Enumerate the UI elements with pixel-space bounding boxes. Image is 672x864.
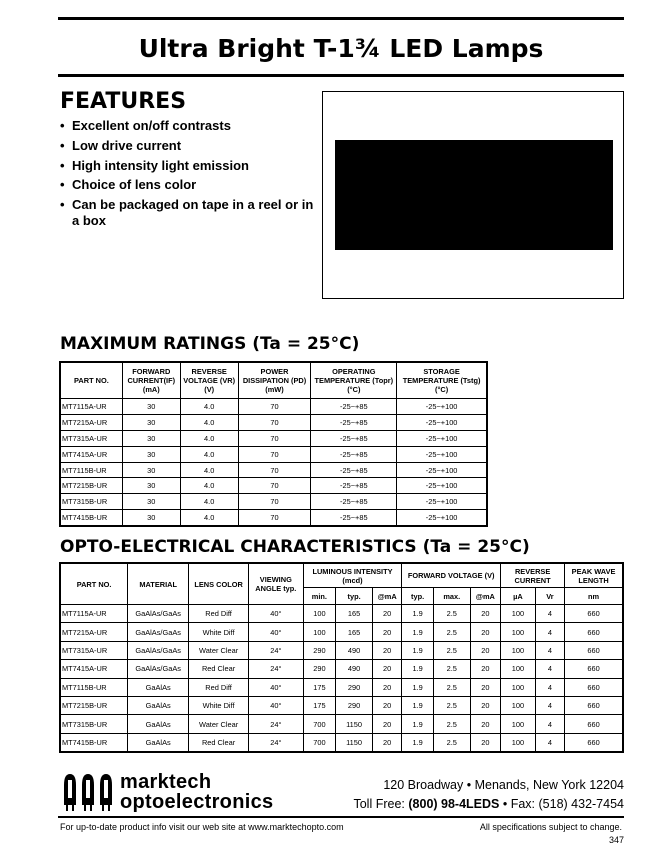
table-cell: -25~+85 [311,510,397,526]
table-cell: 4 [535,715,564,733]
table-cell: 660 [565,696,623,714]
table-row [61,605,623,623]
table-cell: 1.9 [402,733,434,751]
table-cell: 290 [303,660,336,678]
table-cell: -25~+100 [397,414,487,430]
table-cell: 660 [565,660,623,678]
header-viewing-angle: VIEWING ANGLE typ. [249,564,304,605]
toll-free-label: Toll Free: [353,797,405,811]
table-cell: 20 [470,641,500,659]
table-cell: 700 [303,715,336,733]
table-cell: 4 [535,733,564,751]
opto-subheader-cell: nm [565,588,623,605]
toll-free-number: (800) 98-4LEDS [408,797,500,811]
table-cell: 660 [565,623,623,641]
table-row [61,678,623,696]
table-cell: MT7115B-UR [61,678,128,696]
ratings-header-cell: FORWARD CURRENT(IF) (mA) [122,363,180,399]
table-cell: -25~+85 [311,414,397,430]
table-cell: 20 [470,715,500,733]
table-cell: 100 [501,641,536,659]
table-cell: -25~+85 [311,446,397,462]
table-cell: 20 [372,605,401,623]
header-reverse-current: REVERSE CURRENT [501,564,565,588]
header-peak-wavelength: PEAK WAVE LENGTH [565,564,623,588]
header-forward-voltage: FORWARD VOLTAGE (V) [402,564,501,588]
table-cell: GaAlAs [128,678,189,696]
table-cell: GaAlAs [128,733,189,751]
table-row [61,510,487,526]
table-cell: -25~+100 [397,430,487,446]
table-cell: 4 [535,641,564,659]
ratings-header-cell: REVERSE VOLTAGE (VR) (V) [180,363,238,399]
table-cell: 4.0 [180,446,238,462]
table-cell: MT7215A-UR [61,623,128,641]
table-cell: 165 [336,623,373,641]
company-name-line1: marktech [120,771,212,793]
table-cell: GaAlAs/GaAs [128,605,189,623]
table-cell: 40° [249,623,304,641]
table-cell: 20 [372,696,401,714]
table-cell: 40° [249,678,304,696]
table-cell: 1.9 [402,641,434,659]
table-cell: 2.5 [433,660,470,678]
table-cell: 100 [501,696,536,714]
opto-subheader-cell: Vr [535,588,564,605]
table-cell: 70 [238,430,311,446]
page-number: 347 [608,835,624,845]
footer-website-note: For up-to-date product info visit our web site at www.marktechopto.com [60,822,344,832]
marktech-logo [62,771,116,811]
table-row [61,414,487,430]
table-cell: 2.5 [433,733,470,751]
table-cell: 20 [470,660,500,678]
table-cell: 70 [238,414,311,430]
table-cell: 70 [238,399,311,415]
table-cell: 30 [122,510,180,526]
table-cell: MT7215B-UR [61,696,128,714]
table-cell: 20 [372,623,401,641]
table-cell: 100 [501,660,536,678]
table-cell: 4.0 [180,414,238,430]
table-cell: MT7415B-UR [61,510,123,526]
feature-item: • Excellent on/off contrasts [60,118,315,134]
table-cell: MT7215A-UR [61,414,123,430]
table-cell: 290 [303,641,336,659]
table-cell: 70 [238,494,311,510]
table-row [61,462,487,478]
header-luminous-intensity: LUMINOUS INTENSITY (mcd) [303,564,402,588]
table-row [61,733,623,751]
feature-item: • Low drive current [60,138,315,154]
feature-item: • High intensity light emission [60,158,315,174]
table-row [61,446,487,462]
table-cell: GaAlAs [128,696,189,714]
title-rule [58,74,624,77]
table-cell: MT7315B-UR [61,715,128,733]
table-cell: 100 [501,605,536,623]
table-cell: -25~+100 [397,462,487,478]
table-cell: 70 [238,478,311,494]
table-cell: 2.5 [433,623,470,641]
opto-subheader-cell: max. [433,588,470,605]
table-row [61,623,623,641]
table-cell: 30 [122,478,180,494]
table-cell: 20 [372,715,401,733]
features-list [60,118,315,233]
table-cell: -25~+85 [311,478,397,494]
table-cell: 1.9 [402,715,434,733]
table-cell: 4.0 [180,462,238,478]
table-cell: 20 [372,641,401,659]
opto-subheader-cell: µA [501,588,536,605]
table-cell: 100 [303,623,336,641]
table-cell: Red Clear [189,733,249,751]
table-cell: -25~+100 [397,478,487,494]
top-rule [58,17,624,20]
feature-item: • Choice of lens color [60,177,315,193]
table-cell: 1.9 [402,678,434,696]
table-cell: 660 [565,641,623,659]
table-cell: 70 [238,462,311,478]
table-cell: -25~+85 [311,462,397,478]
table-cell: 4.0 [180,478,238,494]
max-ratings-table [60,362,487,526]
table-row [61,660,623,678]
table-cell: 1150 [336,733,373,751]
table-cell: 2.5 [433,715,470,733]
table-cell: 660 [565,605,623,623]
table-cell: 175 [303,678,336,696]
opto-subheader-cell: @mA [372,588,401,605]
product-photo-area [335,140,613,250]
table-cell: MT7115B-UR [61,462,123,478]
table-cell: -25~+100 [397,494,487,510]
table-cell: -25~+85 [311,430,397,446]
table-row [61,715,623,733]
header-lens-color: LENS COLOR [189,564,249,605]
table-cell: Red Diff [189,678,249,696]
table-cell: Red Clear [189,660,249,678]
ratings-header-cell: OPERATING TEMPERATURE (Topr) (°C) [311,363,397,399]
ratings-header-cell: STORAGE TEMPERATURE (Tstg) (°C) [397,363,487,399]
table-cell: 4 [535,623,564,641]
table-cell: -25~+85 [311,494,397,510]
table-cell: 4.0 [180,510,238,526]
table-cell: 100 [501,623,536,641]
table-cell: Water Clear [189,715,249,733]
table-cell: 20 [470,623,500,641]
table-cell: 4 [535,660,564,678]
ratings-header-cell: PART NO. [61,363,123,399]
table-cell: 660 [565,715,623,733]
table-cell: MT7215B-UR [61,478,123,494]
table-cell: 2.5 [433,605,470,623]
features-heading: FEATURES [60,89,187,114]
table-cell: 1150 [336,715,373,733]
table-cell: 165 [336,605,373,623]
page-title: Ultra Bright T-1¾ LED Lamps [138,34,544,63]
table-cell: 4.0 [180,494,238,510]
table-cell: 2.5 [433,641,470,659]
table-row [61,696,623,714]
fax-number: • Fax: (518) 432-7454 [502,797,624,811]
table-cell: 1.9 [402,696,434,714]
table-cell: 24° [249,641,304,659]
table-cell: 100 [501,715,536,733]
table-cell: 2.5 [433,678,470,696]
opto-subheader-cell: typ. [336,588,373,605]
table-cell: 70 [238,446,311,462]
table-cell: MT7315A-UR [61,641,128,659]
table-cell: 175 [303,696,336,714]
footer-disclaimer: All specifications subject to change. [479,822,622,832]
table-cell: -25~+100 [397,510,487,526]
table-cell: 30 [122,494,180,510]
table-cell: 30 [122,430,180,446]
table-cell: MT7315B-UR [61,494,123,510]
table-cell: 20 [470,696,500,714]
table-cell: 40° [249,605,304,623]
table-cell: 100 [501,733,536,751]
company-name-line2: optoelectronics [120,791,274,813]
table-cell: 20 [470,678,500,696]
table-cell: 490 [336,660,373,678]
table-cell: 100 [303,605,336,623]
table-cell: 290 [336,678,373,696]
table-row [61,494,487,510]
table-cell: 24° [249,715,304,733]
table-cell: MT7115A-UR [61,605,128,623]
opto-subheader-cell: min. [303,588,336,605]
table-cell: 4 [535,605,564,623]
footer-rule [58,816,624,818]
table-cell: 30 [122,446,180,462]
table-cell: GaAlAs [128,715,189,733]
table-cell: 1.9 [402,605,434,623]
table-cell: MT7415A-UR [61,446,123,462]
company-phones [353,797,624,811]
table-cell: 20 [372,660,401,678]
table-cell: 1.9 [402,623,434,641]
table-cell: -25~+100 [397,399,487,415]
table-cell: GaAlAs/GaAs [128,641,189,659]
table-cell: MT7415B-UR [61,733,128,751]
table-cell: MT7115A-UR [61,399,123,415]
table-cell: 4 [535,696,564,714]
table-cell: -25~+100 [397,446,487,462]
table-cell: 24° [249,733,304,751]
table-cell: 20 [372,733,401,751]
table-cell: 700 [303,733,336,751]
table-cell: 4.0 [180,430,238,446]
table-row [61,399,487,415]
table-cell: GaAlAs/GaAs [128,623,189,641]
table-cell: 4 [535,678,564,696]
table-cell: GaAlAs/GaAs [128,660,189,678]
table-cell: 100 [501,678,536,696]
table-cell: 2.5 [433,696,470,714]
ratings-header-cell: POWER DISSIPATION (PD) (mW) [238,363,311,399]
table-cell: 660 [565,733,623,751]
table-cell: 660 [565,678,623,696]
table-row [61,478,487,494]
header-material: MATERIAL [128,564,189,605]
table-cell: 1.9 [402,660,434,678]
table-cell: 30 [122,399,180,415]
table-cell: 70 [238,510,311,526]
table-cell: MT7315A-UR [61,430,123,446]
table-cell: 20 [470,605,500,623]
opto-subheader-cell: typ. [402,588,434,605]
max-ratings-heading: MAXIMUM RATINGS (Ta = 25°C) [60,334,360,354]
opto-table [60,563,623,752]
opto-subheader-cell: @mA [470,588,500,605]
table-cell: 490 [336,641,373,659]
table-cell: White Diff [189,623,249,641]
table-cell: 4.0 [180,399,238,415]
table-cell: 30 [122,462,180,478]
table-cell: -25~+85 [311,399,397,415]
table-cell: 40° [249,696,304,714]
product-photo [322,91,624,299]
table-cell: 20 [372,678,401,696]
header-part-no: PART NO. [61,564,128,605]
table-cell: Water Clear [189,641,249,659]
feature-item: • Can be packaged on tape in a reel or in a box [60,197,315,229]
table-cell: 20 [470,733,500,751]
table-row [61,430,487,446]
table-cell: 24° [249,660,304,678]
table-cell: White Diff [189,696,249,714]
company-address: 120 Broadway • Menands, New York 12204 [383,778,624,792]
table-cell: MT7415A-UR [61,660,128,678]
table-row [61,641,623,659]
table-cell: 290 [336,696,373,714]
table-cell: Red Diff [189,605,249,623]
opto-heading: OPTO-ELECTRICAL CHARACTERISTICS (Ta = 25°C) [60,537,530,557]
table-cell: 30 [122,414,180,430]
